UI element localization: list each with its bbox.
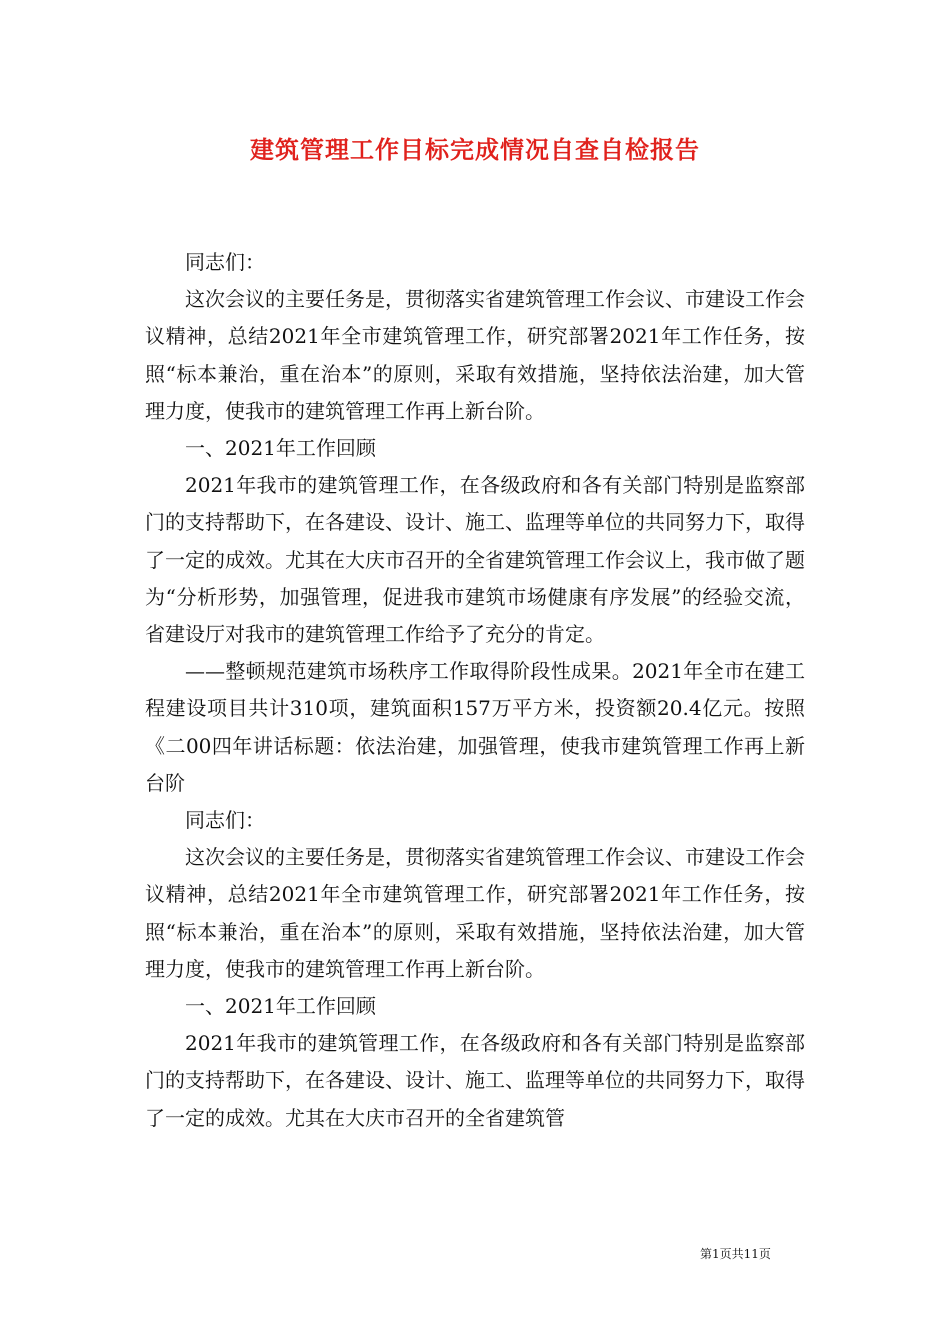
paragraph: ——整顿规范建筑市场秩序工作取得阶段性成果。2021年全市在建工程建设项目共计310项，建筑面积157万平方米，投资额20.4亿元。按照《二00四年讲话标题：依法治建，加强管理，使我市建筑管理工作再上新台阶 — [145, 659, 805, 795]
page-number: 第1页共11页 — [700, 1247, 771, 1261]
paragraph: 这次会议的主要任务是，贯彻落实省建筑管理工作会议、市建设工作会议精神，总结2021年全市建筑管理工作，研究部署2021年工作任务，按照“标本兼治，重在治本”的原则，采取有效措施，坚持依法治建，加大管理力度，使我市的建筑管理工作再上新台阶。 — [145, 845, 805, 981]
paragraph: 同志们： — [185, 808, 265, 833]
document-body — [145, 244, 805, 1137]
paragraph: 这次会议的主要任务是，贯彻落实省建筑管理工作会议、市建设工作会议精神，总结2021年全市建筑管理工作，研究部署2021年工作任务，按照“标本兼治，重在治本”的原则，采取有效措施，坚持依法治建，加大管理力度，使我市的建筑管理工作再上新台阶。 — [145, 287, 805, 423]
paragraph: 2021年我市的建筑管理工作，在各级政府和各有关部门特别是监察部门的支持帮助下，在各建设、设计、施工、监理等单位的共同努力下，取得了一定的成效。尤其在大庆市召开的全省建筑管 — [145, 1031, 805, 1130]
paragraph: 2021年我市的建筑管理工作，在各级政府和各有关部门特别是监察部门的支持帮助下，在各建设、设计、施工、监理等单位的共同努力下，取得了一定的成效。尤其在大庆市召开的全省建筑管理工作会议上，我市做了题为“分析形势，加强管理，促进我市建筑市场健康有序发展”的经验交流，省建设厅对我市的建筑管理工作给予了充分的肯定。 — [145, 473, 805, 647]
paragraph: 一、2021年工作回顾 — [185, 436, 376, 461]
paragraph: 同志们： — [185, 250, 265, 274]
paragraph: 一、2021年工作回顾 — [185, 994, 376, 1019]
document-title: 建筑管理工作目标完成情况自查自检报告 — [250, 135, 700, 164]
